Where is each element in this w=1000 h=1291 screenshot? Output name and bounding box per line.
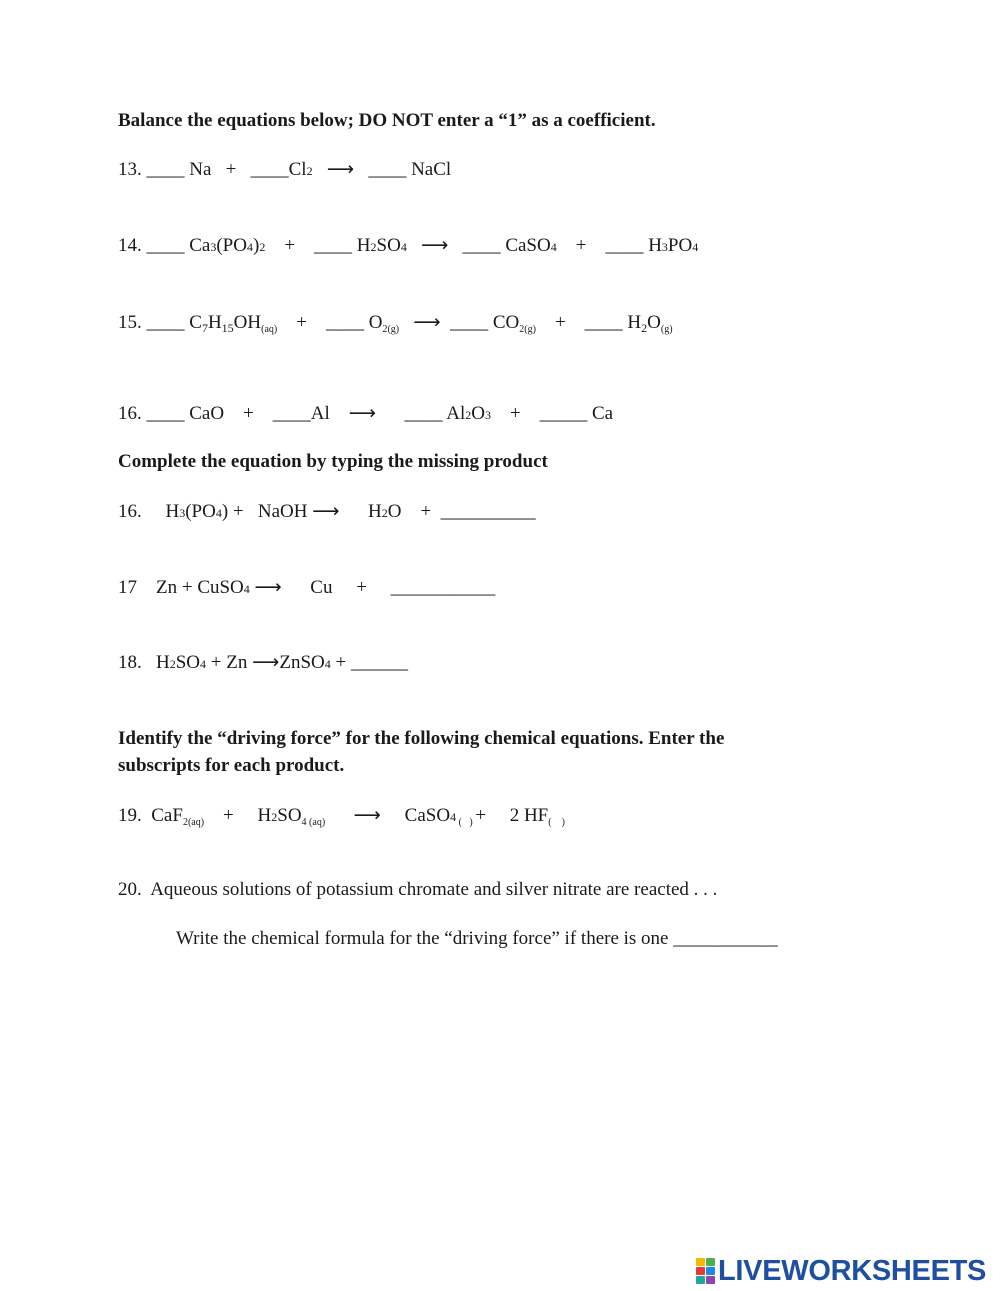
answer-blank[interactable]: ( ) [456, 817, 476, 828]
question-17: 17 Zn + CuSO4 ⟶ Cu + ___________ [118, 576, 496, 598]
answer-blank[interactable]: ____ [314, 235, 353, 256]
answer-blank[interactable]: ____ [146, 159, 185, 180]
question-20-prompt[interactable]: Write the chemical formula for the “driving force” if there is one ___________ [176, 928, 778, 949]
arrow-icon: ⟶ [252, 651, 280, 673]
section-heading-driving-force: Identify the “driving force” for the following chemical equations. Enter the [118, 728, 725, 749]
arrow-icon: ⟶ [421, 234, 449, 256]
question-13: 13. ____ Na + ____Cl2 ⟶ ____ NaCl [118, 158, 452, 180]
liveworksheets-logo [696, 1254, 986, 1288]
answer-blank[interactable]: _____ [539, 403, 588, 424]
answer-blank[interactable]: ____ [250, 159, 289, 180]
answer-blank[interactable]: ____ [450, 312, 489, 333]
answer-blank[interactable]: ( ) [548, 817, 565, 828]
question-16-product: 16. H3(PO4) + NaOH ⟶ H2O + __________ [118, 500, 536, 522]
question-16: 16. ____ CaO + ____Al ⟶ ____ Al2O3 + _____ Ca [118, 402, 614, 424]
arrow-icon: ⟶ [348, 402, 377, 424]
answer-blank[interactable]: ____ [404, 403, 443, 424]
arrow-icon: ⟶ [312, 500, 340, 522]
section-heading-complete: Complete the equation by typing the missing product [118, 451, 548, 472]
arrow-icon: ⟶ [254, 576, 282, 598]
answer-blank[interactable]: ____ [146, 403, 185, 424]
question-18: 18. H2SO4 + Zn ⟶ZnSO4 + ______ [118, 651, 408, 673]
answer-blank[interactable]: ____ [462, 235, 501, 256]
logo-text: LIVEWORKSHEETS [718, 1254, 987, 1287]
liveworksheets-logo-icon [696, 1258, 715, 1284]
answer-blank[interactable]: ____ [368, 159, 407, 180]
answer-blank[interactable]: ____ [605, 235, 644, 256]
question-19: 19. CaF$_{2(aq)}$ + $H2SO_{4 (aq)}$ ⟶ CaSO4 $_{( )}$ + 2 $HF_{( )}$ [118, 804, 565, 828]
question-number: 13. [118, 159, 147, 180]
answer-blank[interactable]: ____ [325, 312, 364, 333]
arrow-icon: ⟶ [326, 158, 355, 180]
answer-blank[interactable]: ____ [584, 312, 623, 333]
question-14: 14. ____ Ca3(PO4)2 + ____ H2SO4 ⟶ ____ CaSO4 + ____ H3PO4 [118, 234, 699, 256]
question-20: 20. Aqueous solutions of potassium chromate and silver nitrate are reacted . . . [118, 879, 718, 900]
arrow-icon: ⟶ [353, 804, 381, 826]
answer-blank[interactable]: ______ [350, 652, 408, 673]
question-15: 15. ____ $C_7H_{15}OH_{(aq)}$ + ____ $O_{2(g)}$ ⟶ ____ $CO_{2(g)}$ + ____ $H_2O_{(g)}$ [118, 311, 673, 335]
arrow-icon: ⟶ [413, 311, 441, 333]
answer-blank[interactable]: ____ [146, 312, 185, 333]
section-heading-balance: Balance the equations below; DO NOT enter a “1” as a coefficient. [118, 110, 656, 131]
answer-blank[interactable]: ___________ [390, 577, 496, 598]
section-heading-driving-force-line2: subscripts for each product. [118, 755, 345, 776]
answer-blank[interactable]: ____ [146, 235, 185, 256]
answer-blank[interactable]: ____ [272, 403, 311, 424]
answer-blank[interactable]: __________ [440, 501, 536, 522]
